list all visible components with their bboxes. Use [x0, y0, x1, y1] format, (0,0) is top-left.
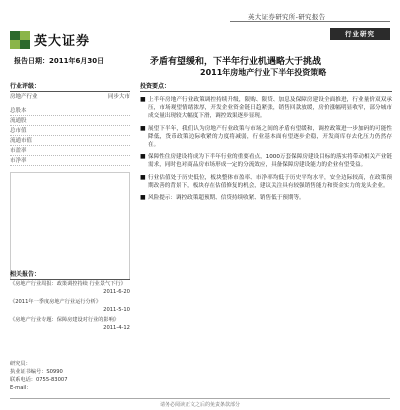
report-subtitle: 2011年房地产行业下半年投资策略	[200, 68, 327, 77]
brand-logo	[10, 30, 90, 49]
rating-row	[10, 92, 130, 102]
bullet-icon: ■	[140, 96, 146, 103]
rating-value: 同步大市	[107, 94, 130, 100]
left-sidebar	[10, 82, 130, 280]
stat-row: 总股本	[10, 106, 130, 116]
contact-line: 研究员：	[10, 361, 31, 367]
report-title: 矛盾有望缓和，下半年行业机遇略大于挑战	[150, 57, 322, 67]
report-date: 报告日期：2011年6月30日	[14, 57, 105, 65]
contact-line: 联系电话：0755-83007	[10, 377, 68, 383]
report-series-label: 英大证券研究所-研究报告	[248, 13, 326, 21]
bullet-icon: ■	[140, 194, 146, 202]
industry-stats	[10, 106, 130, 166]
stat-row: 总市值	[10, 126, 130, 136]
related-report-date: 2011-5-10	[103, 307, 130, 313]
stat-row: 市净率	[10, 156, 130, 166]
bullet-icon: ■	[140, 153, 146, 161]
stat-row: 流通市值	[10, 136, 130, 146]
analyst-contact	[10, 360, 130, 392]
related-heading: 相关报告：	[10, 270, 130, 280]
logo-text: 英大证券	[34, 34, 91, 49]
summary-point: ■ 展望下半年，我们认为房地产行业政策与市场之间的矛盾有望缓和，调控政策进一步加码的可能性降低，货币政策边际收紧的力度将减弱，行业基本面有望逐步企稳，开发商库存去化压力仍然存在。	[140, 124, 392, 149]
disclaimer-footer: 请务必阅读正文之后的免责条款部分	[159, 402, 240, 408]
summary-point: ■ 保障性住房建设将成为下半年行业的重要看点，1000万套保障房建设目标的落实将带动相关产业链需求，同时也对商品房市场形成一定的分流效应，具备保障房建设能力的企业有望受益。	[140, 153, 392, 169]
report-type-badge: 行业研究	[330, 28, 390, 40]
logo-icon	[10, 31, 30, 49]
related-report-date: 2011-6-20	[103, 289, 130, 295]
stat-row: 市盈率	[10, 146, 130, 156]
footer-divider	[10, 398, 390, 399]
summary-point: ■ 风险提示：调控政策超预期、信贷持续收紧、销售低于预期等。	[140, 194, 305, 202]
related-report-title[interactable]: 《房地产行业周报：政策调控持续 行业景气下行》	[10, 281, 126, 287]
summary-point: ■ 行业估值处于历史低位，板块整体市盈率、市净率均低于历史平均水平，安全边际较高，在政策预期改善的背景下，板块存在估值修复的机会，建议关注具有较强销售能力和资金实力的龙头企业。	[140, 173, 392, 189]
bullet-icon: ■	[140, 124, 146, 132]
main-content	[140, 82, 392, 202]
related-report-title[interactable]: 《房地产行业专题：保障房建设对行业的影响》	[10, 317, 119, 323]
related-report-date: 2011-4-12	[103, 325, 130, 331]
summary-heading: 投资要点：	[140, 82, 392, 92]
contact-line: 执业证书编号：S0990	[10, 369, 63, 375]
stat-row: 流通股	[10, 116, 130, 126]
summary-point: ■ 上半年房地产行业政策调控持续升级，限购、限贷、加息及保障房建设全面推进，行业量价双双承压，市场观望情绪浓厚，开发企业资金链日趋紧张，销售回款放缓，房价涨幅明显收窄，部分城市成交量出现较大幅度下滑，调控效果逐步显现。	[140, 96, 392, 120]
header-divider	[230, 21, 390, 22]
contact-email: E-mail：	[10, 385, 32, 391]
related-reports	[10, 270, 130, 334]
bullet-icon: ■	[140, 173, 146, 181]
related-report-title[interactable]: 《2011年一季度房地产行业运行分析》	[10, 299, 102, 305]
sidebar-chart-area	[10, 172, 130, 280]
rating-label: 房地产行业	[10, 94, 38, 100]
rating-heading: 行业评级：	[10, 82, 130, 92]
